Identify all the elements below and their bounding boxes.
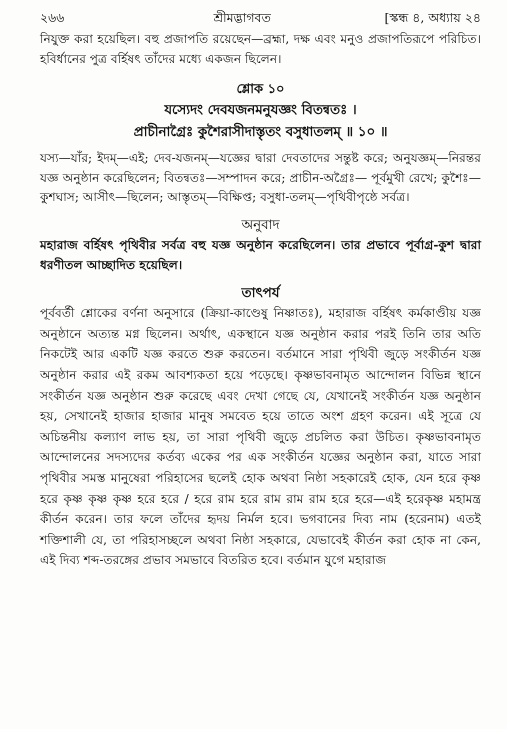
page-number: ২৬৬ [40,10,65,26]
page-header [40,6,481,30]
verse-heading: শ্লোক ১০ [236,82,285,98]
verse-line-2: প্রাচীনাগ্রৈঃ কুশৈরাসীদাস্তৃতং বসুধাতলম্‌ ॥ ১০ ॥ [133,124,388,141]
purport-text: পূর্ববর্তী শ্লোকের বর্ণনা অনুসারে (ক্রিয়া-কাণ্ডেষু নিষ্ণাতঃ), মহারাজ বর্হিষৎ কর্মকাণ্ডীয় যজ্ঞ অনুষ্ঠানে অত্যন্ত মগ্ন ছিলেন। অর্থাৎ, একস্থানে যজ্ঞ অনুষ্ঠান করার পরই তিনি তার অতি নিকটেই আর একটি যজ্ঞ করতে শুরু করতেন। বর্তমানে সারা পৃথিবী জুড়ে সংকীর্তন যজ্ঞ অনুষ্ঠান করার এই রকম আবশ্যকতা হয়ে পড়েছে। কৃষ্ণভাবনামৃত আন্দোলন বিভিন্ন স্থানে সংকীর্তন যজ্ঞ অনুষ্ঠান শুরু করেছে এবং দেখা গেছে যে, যেখানেই সংকীর্তন যজ্ঞ অনুষ্ঠান হয়, সেখানেই হাজার হাজার মানুষ সমবেত হয়ে তাতে অংশ গ্রহণ করেন। এই সূত্রে যে অচিন্তনীয় কল্যাণ লাভ হয়, তা সারা পৃথিবী জুড়ে প্রচলিত করা উচিত। কৃষ্ণভাবনামৃত আন্দোলনের সদস্যদের কর্তব্য একের পর এক সংকীর্তন যজ্ঞের অনুষ্ঠান করা, যাতে সারা পৃথিবীর সমস্ত মানুষেরা পরিহাসের ছলেই হোক অথবা নিষ্ঠা সহকারেই হোক, যেন হরে কৃষ্ণ হরে কৃষ্ণ কৃষ্ণ কৃষ্ণ হরে হরে / হরে রাম হরে রাম রাম রাম হরে হরে—এই হরেকৃষ্ণ মহামন্ত্র কীর্তন করেন। তার ফলে তাঁদের হৃদয় নির্মল হবে। ভগবানের দিব্য নাম (হরেনাম) এতই শক্তিশালী যে, তা পরিহাসচ্ছলে অথবা নিষ্ঠা সহকারে, যেভাবেই কীর্তন করা হোক না কেন, এই দিব্য শব্দ-তরঙ্গের প্রভাব সমভাবে বিতরিত হবে। বর্তমান যুগে মহারাজ [40,306,481,568]
purport-heading: তাৎপর্য [241,285,280,302]
translation-text: মহারাজ বর্হিষৎ পৃথিবীর সর্বত্র বহু যজ্ঞ অনুষ্ঠান করেছিলেন। তার প্রভাবে পূর্বাগ্র-কুশ দ্বারা ধরণীতল আচ্ছাদিত হয়েছিল। [40,237,481,272]
verse-line-1: যস্যেদং দেবযজনমনুযজ্ঞং বিতন্বতঃ । [164,102,357,119]
section-label: [স্কন্ধ ৪, অধ্যায় ২৪ [384,10,481,26]
synonyms-paragraph: যস্য—যাঁর; ইদম্—এই; দেব-যজনম্—যজ্ঞের দ্বারা দেবতাদের সন্তুষ্ট করে; অনুযজ্ঞম্—নিরন্তর যজ্ঞ অনুষ্ঠান করেছিলেন; বিতন্বতঃ—সম্পাদন করে; প্রাচীন-অগ্রৈঃ— পূর্বমুখী রেখে; কুশৈঃ—কুশঘাস; আসীৎ—ছিলেন; আস্তৃতম্—বিক্ষিপ্ত; বসুধা-তলম্—পৃথিবীপৃষ্ঠে সর্বত্র। [40,151,481,205]
book-title: শ্রীমদ্ভাগবত [213,10,271,26]
intro-paragraph: নিযুক্ত করা হয়েছিল। বহু প্রজাপতি রয়েছেন—ব্রহ্মা, দক্ষ এবং মনুও প্রজাপতিরূপে পরিচিত। হবির্ধানের পুত্র বর্হিষৎ তাঁদের মধ্যে একজন ছিলেন। [40,32,481,66]
translation-heading: অনুবাদ [241,217,280,233]
